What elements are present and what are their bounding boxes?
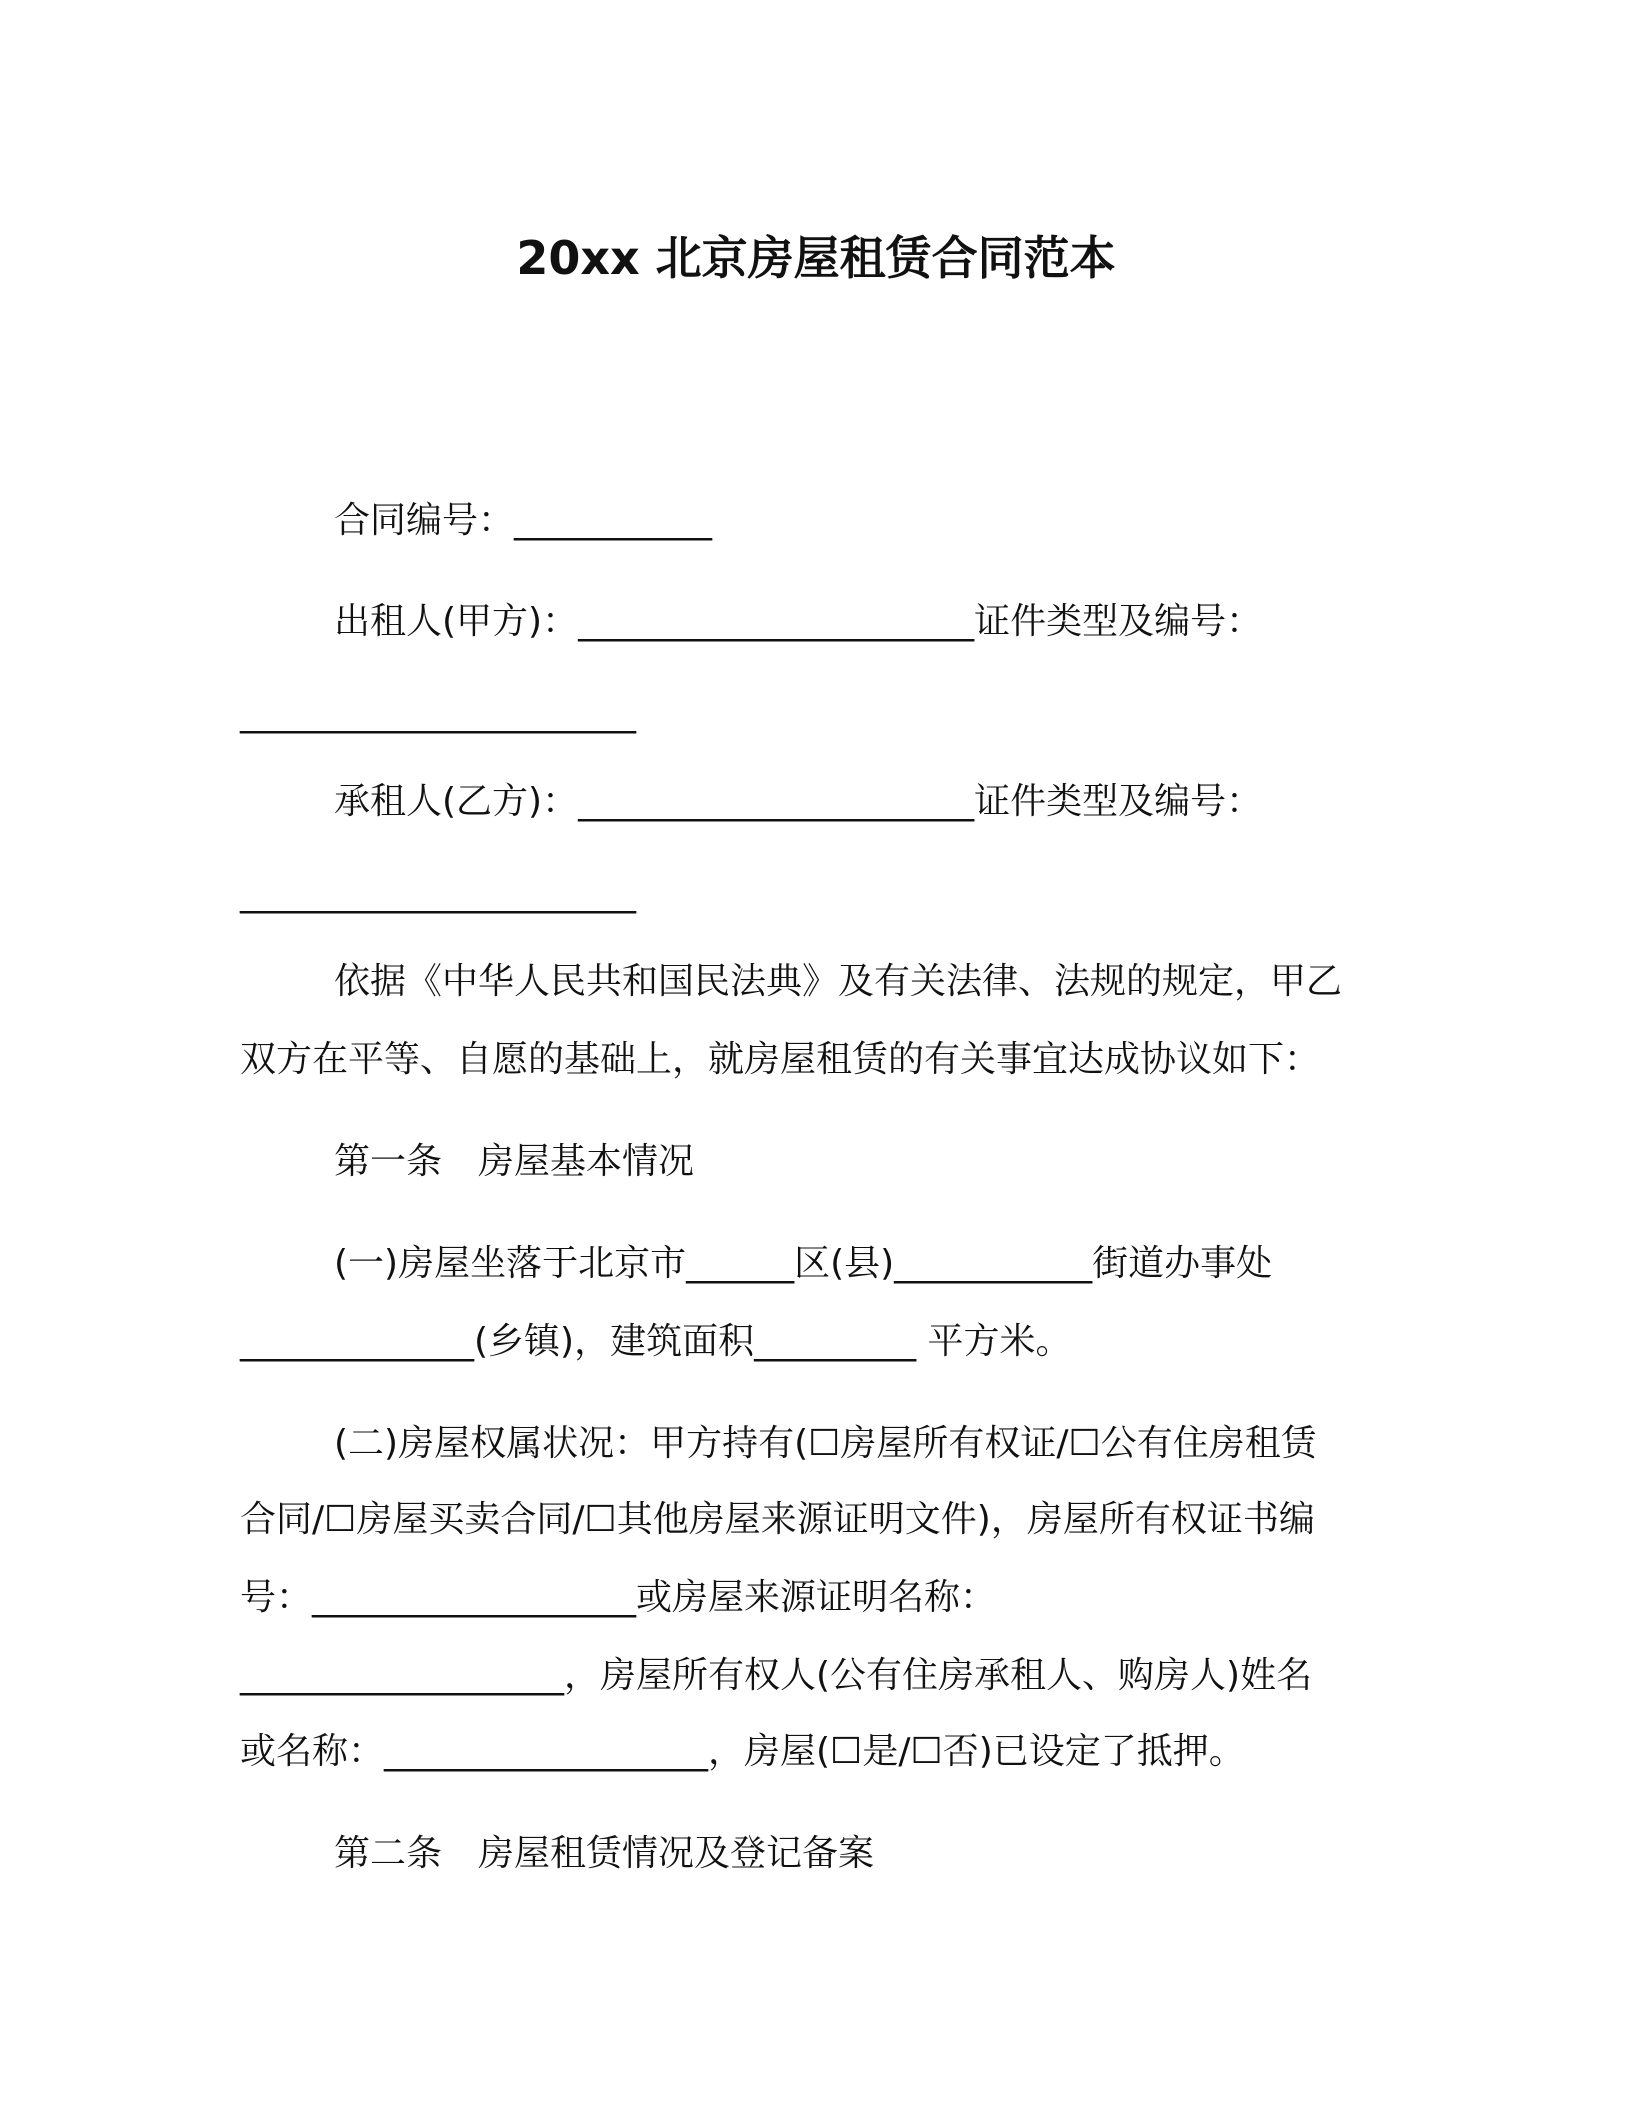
clause-1-2-line-2: 合同/☐房屋买卖合同/☐其他房屋来源证明文件)，房屋所有权证书编 bbox=[240, 1499, 1315, 1540]
clause-1-2-line-5: 或名称：__________________，房屋(☐是/☐否)已设定了抵押。 bbox=[240, 1731, 1245, 1772]
contract-number-line: 合同编号：___________ bbox=[334, 500, 713, 541]
article-1-heading: 第一条 房屋基本情况 bbox=[334, 1141, 695, 1182]
lessee-id-blank: ______________________ bbox=[240, 873, 636, 914]
lessor-id-blank: ______________________ bbox=[240, 693, 636, 734]
clause-1-2-line-3: 号：__________________或房屋来源证明名称： bbox=[240, 1577, 997, 1618]
document-title: 20xx 北京房屋租赁合同范本 bbox=[516, 231, 1116, 285]
lessee-line: 承租人(乙方)：______________________证件类型及编号： bbox=[334, 781, 1263, 822]
clause-1-2-line-1: (二)房屋权属状况：甲方持有(☐房屋所有权证/☐公有住房租赁 bbox=[334, 1423, 1317, 1464]
article-2-heading: 第二条 房屋租赁情况及登记备案 bbox=[334, 1833, 875, 1874]
clause-1-1-line-1: (一)房屋坐落于北京市______区(县)___________街道办事处 bbox=[334, 1243, 1273, 1284]
clause-1-2-line-4: __________________，房屋所有权人(公有住房承租人、购房人)姓名 bbox=[240, 1655, 1313, 1696]
preamble-line-2: 双方在平等、自愿的基础上，就房屋租赁的有关事宜达成协议如下： bbox=[240, 1039, 1321, 1080]
preamble-line-1: 依据《中华人民共和国民法典》及有关法律、法规的规定，甲乙 bbox=[334, 961, 1343, 1002]
lessor-line: 出租人(甲方)：______________________证件类型及编号： bbox=[334, 601, 1263, 642]
clause-1-1-line-2: _____________(乡镇)，建筑面积_________ 平方米。 bbox=[240, 1321, 1072, 1362]
